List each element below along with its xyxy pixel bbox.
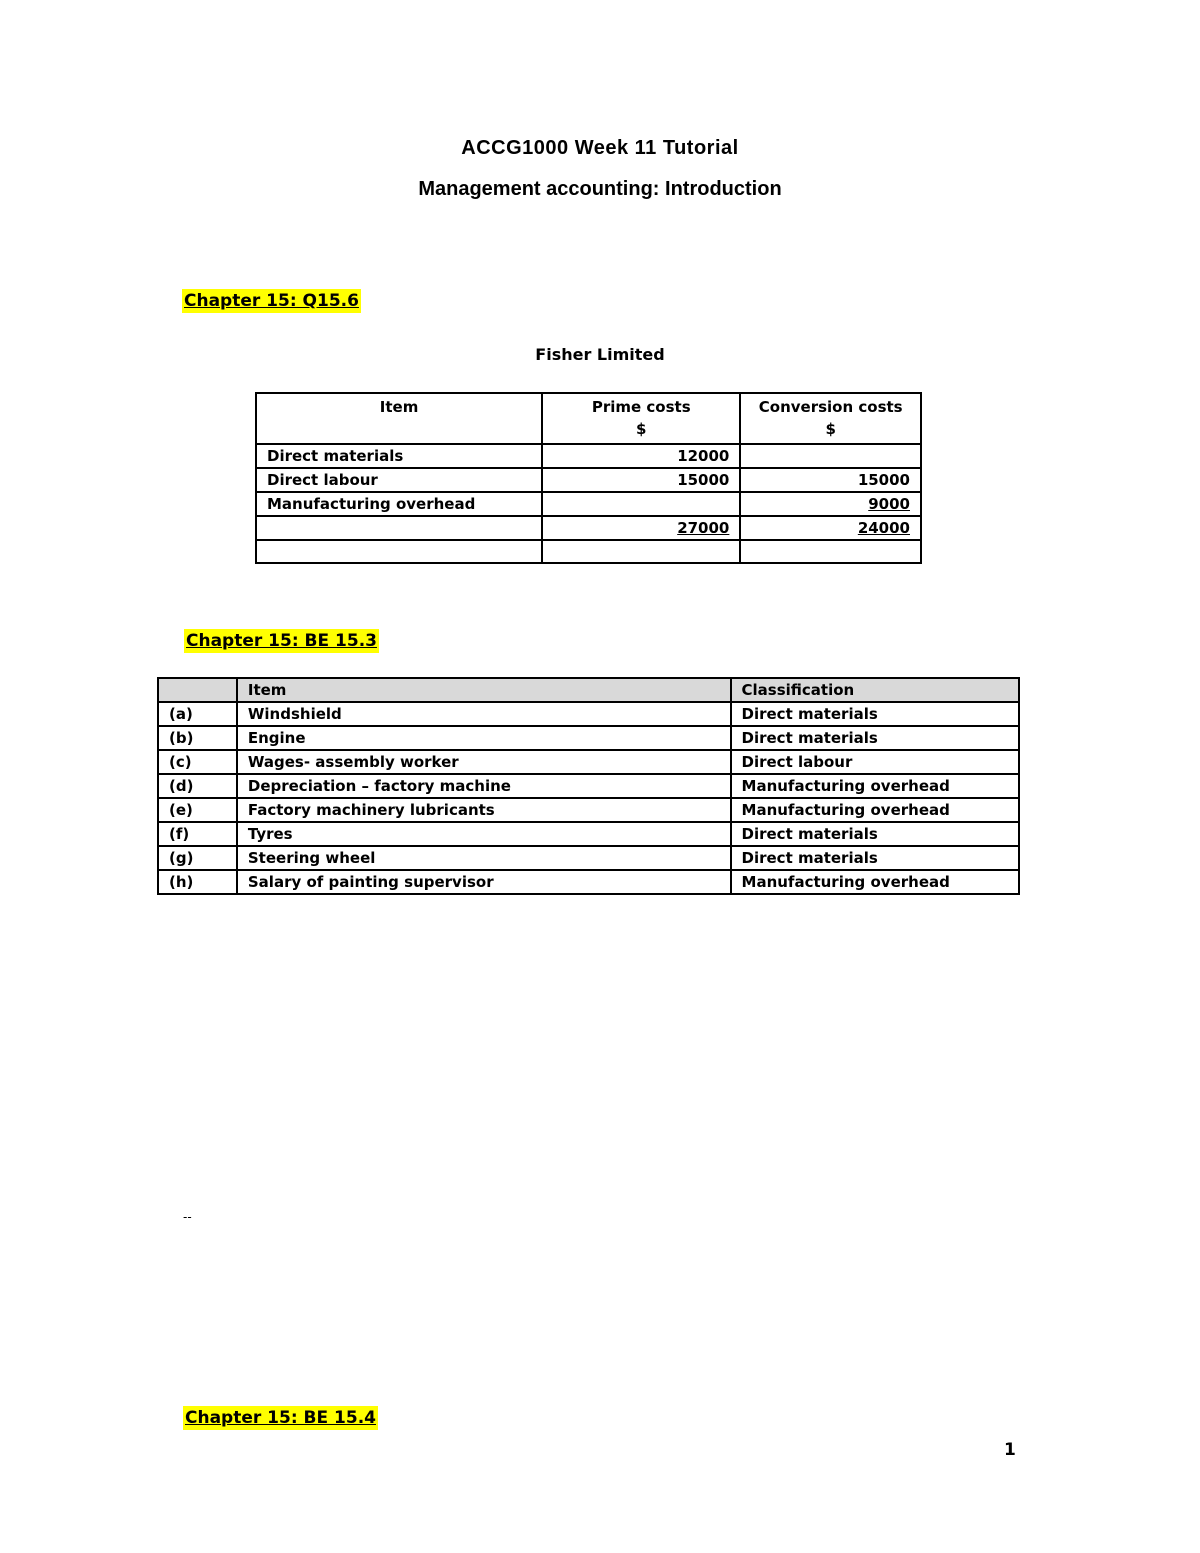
document-title: ACCG1000 Week 11 Tutorial (461, 137, 739, 159)
table-header-row (256, 393, 921, 444)
page-number: 1 (1004, 1440, 1016, 1460)
row-item: Wages- assembly worker (237, 750, 731, 774)
row-conversion (740, 540, 921, 563)
row-item: Tyres (237, 822, 731, 846)
row-classification: Manufacturing overhead (731, 870, 1019, 894)
table-total-row (256, 516, 921, 540)
row-item: Salary of painting supervisor (237, 870, 731, 894)
row-classification: Manufacturing overhead (731, 774, 1019, 798)
table-row (158, 846, 1019, 870)
row-item: Direct materials (256, 444, 542, 468)
table-row (256, 468, 921, 492)
row-label: (e) (158, 798, 237, 822)
section-heading-be-15-3: Chapter 15: BE 15.3 (186, 631, 377, 651)
header-item: Item (237, 678, 731, 702)
row-label: (d) (158, 774, 237, 798)
row-prime (542, 540, 740, 563)
header-classification: Classification (731, 678, 1019, 702)
row-item: Depreciation – factory machine (237, 774, 731, 798)
row-prime (542, 492, 740, 516)
cost-table (255, 392, 922, 564)
row-item (256, 516, 542, 540)
table-row (158, 774, 1019, 798)
header-prime-costs: Prime costs $ (542, 393, 740, 444)
table-row (256, 540, 921, 563)
total-prime-value: 27000 (677, 519, 730, 537)
total-conversion (740, 516, 921, 540)
table-row (158, 726, 1019, 750)
header-item: Item (256, 393, 542, 444)
row-item: Manufacturing overhead (256, 492, 542, 516)
row-item: Direct labour (256, 468, 542, 492)
table-row (158, 702, 1019, 726)
row-label: (h) (158, 870, 237, 894)
row-conversion: 15000 (740, 468, 921, 492)
conversion-subtotal-value: 9000 (868, 495, 910, 513)
row-classification: Direct materials (731, 822, 1019, 846)
row-classification: Direct materials (731, 846, 1019, 870)
row-item: Factory machinery lubricants (237, 798, 731, 822)
row-conversion (740, 444, 921, 468)
section-heading-be-15-4: Chapter 15: BE 15.4 (185, 1408, 376, 1428)
row-classification: Direct materials (731, 702, 1019, 726)
row-label: (f) (158, 822, 237, 846)
table-row (256, 444, 921, 468)
row-label: (g) (158, 846, 237, 870)
table-row (256, 492, 921, 516)
row-label: (b) (158, 726, 237, 750)
company-name: Fisher Limited (535, 345, 665, 364)
row-item: Steering wheel (237, 846, 731, 870)
dash-mark: -- (183, 1210, 192, 1224)
section-heading-q15-6: Chapter 15: Q15.6 (184, 291, 359, 311)
header-conversion-costs: Conversion costs $ (740, 393, 921, 444)
row-label: (a) (158, 702, 237, 726)
table-row (158, 822, 1019, 846)
row-item: Windshield (237, 702, 731, 726)
table-row (158, 798, 1019, 822)
table-header-row (158, 678, 1019, 702)
row-prime: 12000 (542, 444, 740, 468)
row-item: Engine (237, 726, 731, 750)
row-conversion (740, 492, 921, 516)
header-label (158, 678, 237, 702)
row-label: (c) (158, 750, 237, 774)
total-prime (542, 516, 740, 540)
classification-table (157, 677, 1020, 895)
row-prime: 15000 (542, 468, 740, 492)
row-item (256, 540, 542, 563)
row-classification: Direct materials (731, 726, 1019, 750)
row-classification: Manufacturing overhead (731, 798, 1019, 822)
table-row (158, 870, 1019, 894)
table-row (158, 750, 1019, 774)
row-classification: Direct labour (731, 750, 1019, 774)
total-conversion-value: 24000 (857, 519, 910, 537)
document-subtitle: Management accounting: Introduction (418, 178, 782, 200)
